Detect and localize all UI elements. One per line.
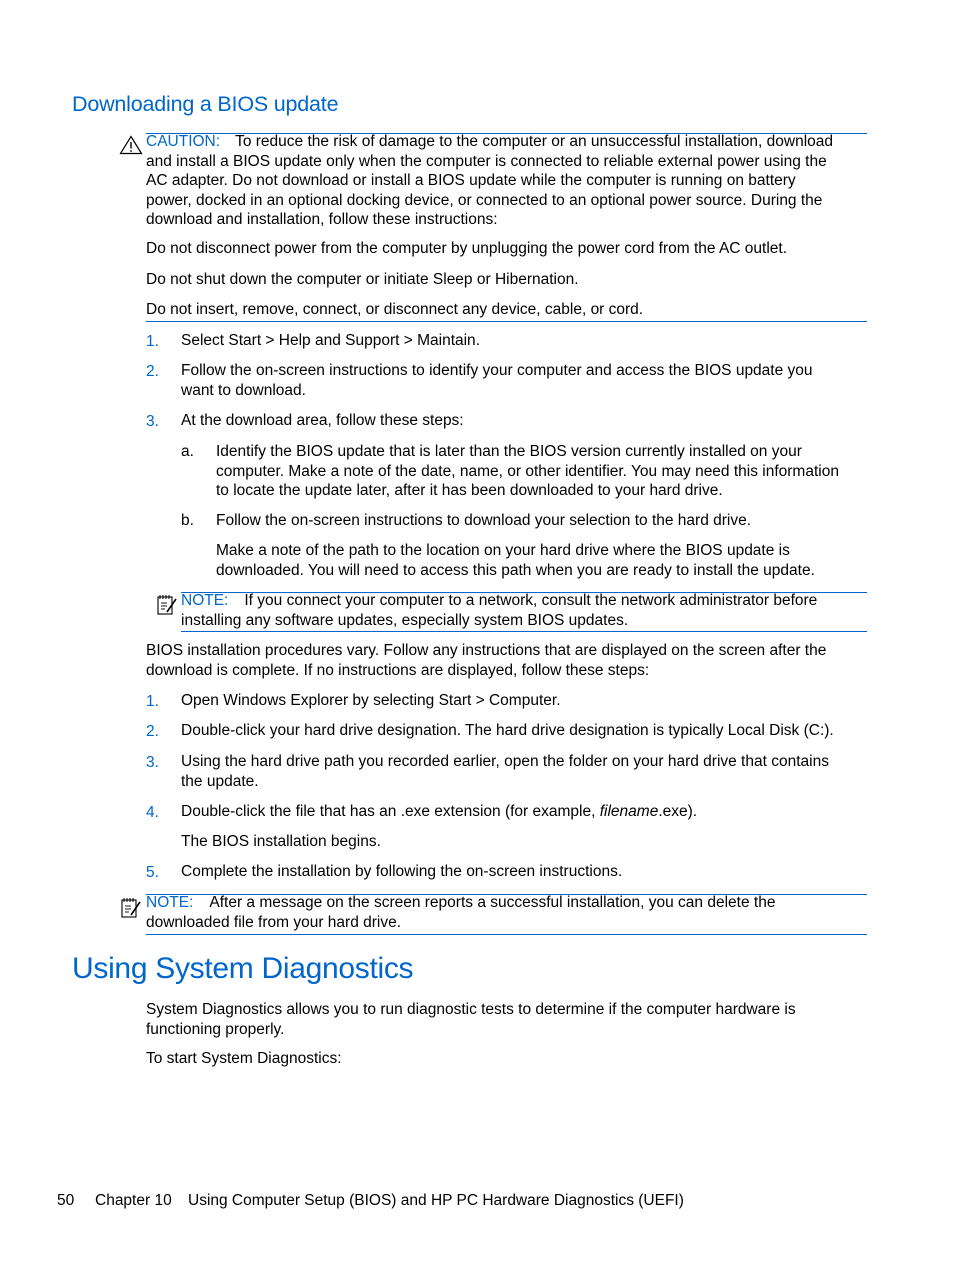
- section-heading-downloading-bios: Downloading a BIOS update: [72, 92, 339, 116]
- step-number: 2.: [146, 723, 159, 740]
- caution-line-1: To reduce the risk of damage to the computer or an unsuccessful installation, download: [235, 133, 834, 150]
- note-label: NOTE:: [146, 894, 194, 911]
- diagnostics-line: functioning properly.: [146, 1020, 285, 1038]
- substep-extra-line: Make a note of the path to the location on your hard drive where the BIOS update is: [216, 542, 790, 559]
- caution-line-3: AC adapter. Do not download or install a BIOS update while the computer is running on battery: [146, 172, 796, 189]
- note-pad-icon: [119, 896, 143, 920]
- step-text-post: .exe).: [658, 803, 698, 820]
- warning-triangle-icon: [119, 135, 143, 155]
- substep-extra: [216, 541, 815, 580]
- substep-line: Identify the BIOS update that is later than the BIOS version currently installed on your: [216, 443, 802, 460]
- footer-chapter-title: Using Computer Setup (BIOS) and HP PC Hardware Diagnostics (UEFI): [188, 1192, 684, 1209]
- filename-placeholder: filename: [599, 803, 659, 820]
- substep-letter: b.: [181, 512, 194, 529]
- ui-path: Start > Help and Support > Maintain: [228, 332, 476, 349]
- step-text-line: Using the hard drive path you recorded earlier, open the folder on your hard drive that contains: [181, 753, 829, 770]
- step-text: Double-click your hard drive designation. The hard drive designation is typically Local Disk (C:).: [181, 722, 834, 739]
- step-text: At the download area, follow these steps:: [181, 412, 464, 429]
- ui-path: Start > Computer: [438, 692, 557, 709]
- step-text-pre: Double-click the file that has an .exe extension (for example,: [181, 803, 600, 820]
- step-text-post: .: [475, 332, 480, 349]
- note-bottom-rule: [146, 934, 867, 935]
- caution-line-5: download and installation, follow these instructions:: [146, 211, 498, 228]
- step-number: 4.: [146, 804, 159, 821]
- caution-line-4: power, docked in an optional docking device, or connected to an optional power source. During the: [146, 191, 823, 209]
- install-intro-line: download is complete. If no instructions are displayed, follow these steps:: [146, 661, 650, 679]
- step-text: [181, 361, 813, 400]
- diagnostics-start-text: To start System Diagnostics:: [146, 1050, 342, 1067]
- note-block: [146, 893, 775, 932]
- step-text-pre: Open Windows Explorer by selecting: [181, 692, 439, 709]
- step-number: 1.: [146, 693, 159, 710]
- note-line: If you connect your computer to a network, consult the network administrator before: [244, 592, 818, 609]
- step-result-text: The BIOS installation begins.: [181, 833, 381, 850]
- note-line: downloaded file from your hard drive.: [146, 913, 402, 931]
- diagnostics-paragraph: [146, 1000, 796, 1039]
- note-line: After a message on the screen reports a successful installation, you can delete the: [209, 894, 776, 911]
- step-text-line: want to download.: [181, 381, 306, 399]
- step-text-post: .: [556, 692, 561, 709]
- caution-block: [146, 132, 866, 230]
- page-number: 50: [57, 1192, 75, 1209]
- step-number: 2.: [146, 363, 159, 380]
- note-bottom-rule: [181, 631, 867, 632]
- diagnostics-line: System Diagnostics allows you to run diagnostic tests to determine if the computer hardware is: [146, 1001, 796, 1018]
- caution-paragraph-3: Do not insert, remove, connect, or disconnect any device, cable, or cord.: [146, 301, 644, 318]
- step-text: Complete the installation by following the on-screen instructions.: [181, 863, 623, 880]
- caution-paragraph-1: Do not disconnect power from the computer by unplugging the power cord from the AC outlet.: [146, 240, 788, 257]
- step-text: [181, 752, 829, 791]
- step-number: 3.: [146, 413, 159, 430]
- step-text-pre: Select: [181, 332, 229, 349]
- caution-paragraph-2: Do not shut down the computer or initiate Sleep or Hibernation.: [146, 271, 579, 288]
- note-block: [181, 591, 817, 630]
- step-text-line: the update.: [181, 772, 259, 790]
- substep-text: [216, 442, 839, 501]
- note-pad-icon: [155, 593, 179, 617]
- substep-text: Follow the on-screen instructions to download your selection to the hard drive.: [216, 512, 752, 529]
- section-heading-system-diagnostics: Using System Diagnostics: [72, 952, 414, 985]
- step-number: 3.: [146, 754, 159, 771]
- caution-bottom-rule: [146, 321, 867, 322]
- caution-line-2: and install a BIOS update only when the computer is connected to reliable external power using the: [146, 152, 827, 170]
- step-number: 1.: [146, 333, 159, 350]
- step-text: [181, 331, 480, 351]
- caution-label: CAUTION:: [146, 133, 221, 150]
- install-intro: [146, 641, 826, 680]
- substep-letter: a.: [181, 443, 194, 460]
- note-label: NOTE:: [181, 592, 229, 609]
- note-line: installing any software updates, especially system BIOS updates.: [181, 611, 629, 629]
- install-intro-line: BIOS installation procedures vary. Follow any instructions that are displayed on the screen after the: [146, 642, 827, 659]
- step-number: 5.: [146, 864, 159, 881]
- footer-chapter: Chapter 10: [95, 1192, 172, 1209]
- step-text: [181, 691, 561, 711]
- substep-extra-line: downloaded. You will need to access this path when you are ready to install the update.: [216, 561, 815, 579]
- step-text: [181, 802, 697, 822]
- substep-line: to locate the update later, after it has been downloaded to your hard drive.: [216, 482, 723, 499]
- step-text-line: Follow the on-screen instructions to identify your computer and access the BIOS update you: [181, 362, 813, 379]
- substep-line: computer. Make a note of the date, name, or other identifier. You may need this information: [216, 462, 839, 480]
